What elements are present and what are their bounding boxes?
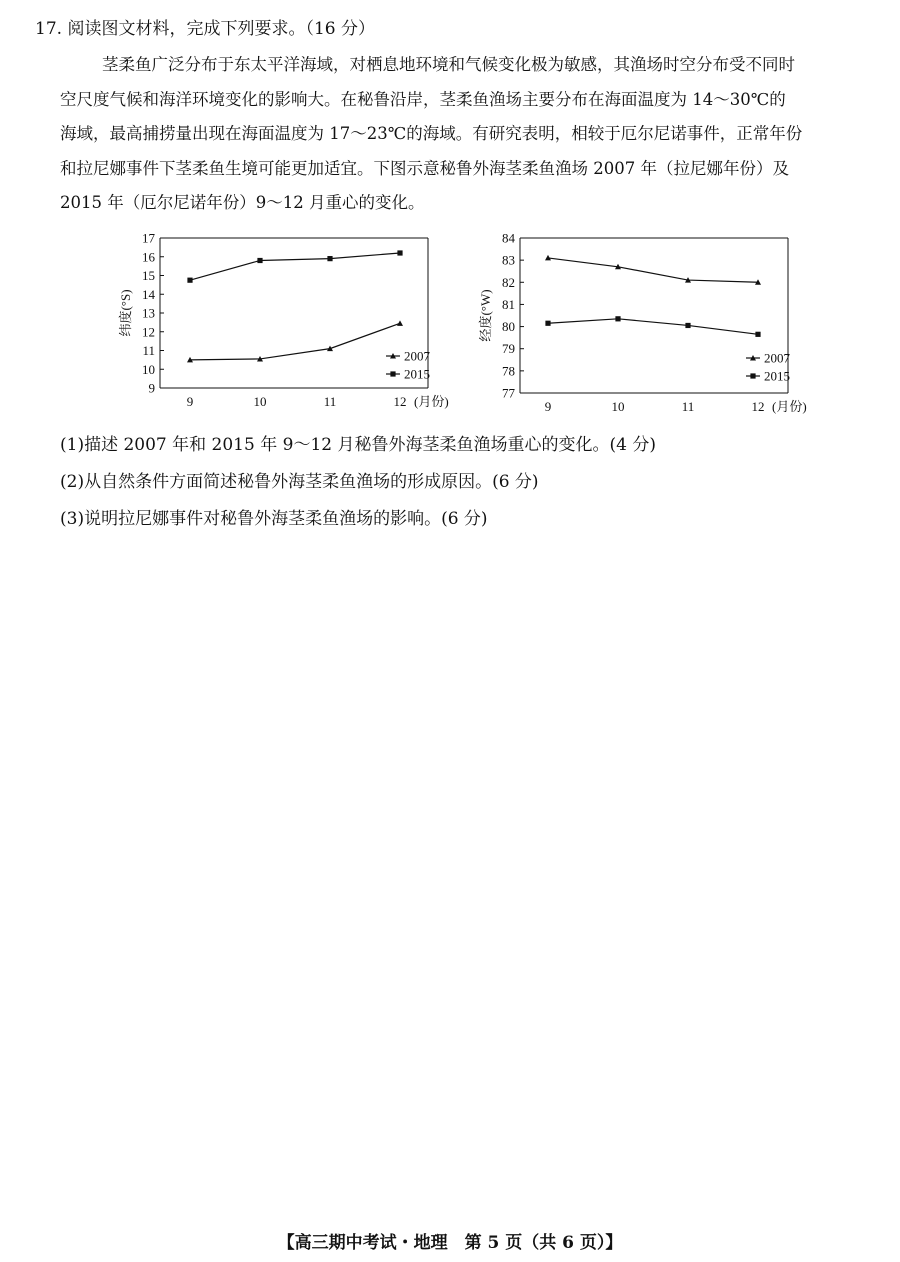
paragraph-line: 2015 年（厄尔尼诺年份）9～12 月重心的变化。: [60, 193, 425, 212]
series-line-2015: [190, 253, 400, 280]
data-point-2015: [187, 278, 192, 283]
y-tick-label: 11: [142, 343, 155, 358]
data-point-2015: [755, 332, 760, 337]
material-paragraph: [60, 48, 870, 221]
x-tick-label: 10: [611, 399, 625, 414]
data-point-2015: [615, 316, 620, 321]
y-tick-label: 82: [502, 274, 515, 290]
x-axis-label: (月份): [414, 394, 449, 409]
data-point-2015: [545, 321, 550, 326]
y-tick-label: 79: [502, 341, 515, 357]
longitude-chart: [470, 228, 815, 418]
y-tick-label: 14: [142, 286, 155, 302]
x-axis-label: (月份): [772, 399, 807, 414]
x-tick-label: 12: [751, 399, 765, 414]
legend-label: 2007: [404, 348, 430, 364]
paragraph-line: 茎柔鱼广泛分布于东太平洋海域，对栖息地环境和气候变化极为敏感，其渔场时空分布受不同时: [102, 55, 795, 74]
y-axis-label: 经度(°W): [478, 289, 493, 342]
legend-marker: [390, 371, 395, 376]
y-tick-label: 17: [142, 230, 155, 246]
x-tick-label: 12: [393, 394, 407, 409]
x-tick-label: 9: [186, 394, 194, 409]
legend-label: 2007: [764, 350, 790, 366]
paragraph-line: 和拉尼娜事件下茎柔鱼生境可能更加适宜。下图示意秘鲁外海茎柔鱼渔场 2007 年（拉尼娜年份）及: [60, 158, 789, 178]
legend-label: 2015: [404, 366, 430, 382]
x-tick-label: 9: [544, 399, 552, 414]
paragraph-line: 海域，最高捕捞量出现在海面温度为 17～23℃的海域。有研究表明，相较于厄尔尼诺事件，正常年份: [60, 124, 803, 143]
latitude-chart-svg: [110, 228, 449, 418]
question-title: 17. 阅读图文材料，完成下列要求。（16 分）: [35, 19, 375, 39]
subquestion-1: (1)描述 2007 年和 2015 年 9～12 月秘鲁外海茎柔鱼渔场重心的变化。(4 分): [60, 435, 656, 455]
data-point-2007: [397, 320, 403, 326]
y-tick-label: 78: [502, 363, 515, 379]
y-tick-label: 83: [502, 252, 515, 268]
subquestion-2: (2)从自然条件方面简述秘鲁外海茎柔鱼渔场的形成原因。(6 分): [60, 472, 539, 492]
paragraph-line: 空尺度气候和海洋环境变化的影响大。在秘鲁沿岸，茎柔鱼渔场主要分布在海面温度为 14～30℃的: [60, 89, 786, 109]
y-tick-label: 16: [142, 249, 155, 265]
page-footer: 【高三期中考试・地理 第 5 页（共 6 页）】: [277, 1233, 623, 1253]
legend-marker: [750, 373, 755, 378]
series-line-2015: [548, 319, 758, 335]
y-tick-label: 9: [148, 380, 155, 396]
y-tick-label: 12: [142, 324, 155, 340]
y-tick-label: 10: [142, 361, 155, 377]
data-point-2015: [257, 258, 262, 263]
x-tick-label: 11: [681, 399, 695, 414]
series-line-2007: [548, 258, 758, 282]
data-point-2015: [327, 256, 332, 261]
data-point-2015: [685, 323, 690, 328]
x-tick-label: 11: [323, 394, 337, 409]
longitude-chart-svg: [470, 228, 815, 418]
y-tick-label: 81: [502, 296, 515, 312]
y-tick-label: 15: [142, 268, 155, 283]
series-line-2007: [190, 323, 400, 360]
latitude-chart: [110, 228, 449, 418]
y-tick-label: 84: [502, 230, 515, 246]
data-point-2015: [397, 250, 402, 255]
subquestion-3: (3)说明拉尼娜事件对秘鲁外海茎柔鱼渔场的影响。(6 分): [60, 509, 488, 529]
x-tick-label: 10: [253, 394, 267, 409]
y-tick-label: 13: [142, 305, 155, 321]
y-tick-label: 80: [502, 319, 515, 335]
y-axis-label: 纬度(°S): [118, 289, 133, 337]
y-tick-label: 77: [502, 385, 515, 401]
legend-label: 2015: [764, 368, 790, 384]
